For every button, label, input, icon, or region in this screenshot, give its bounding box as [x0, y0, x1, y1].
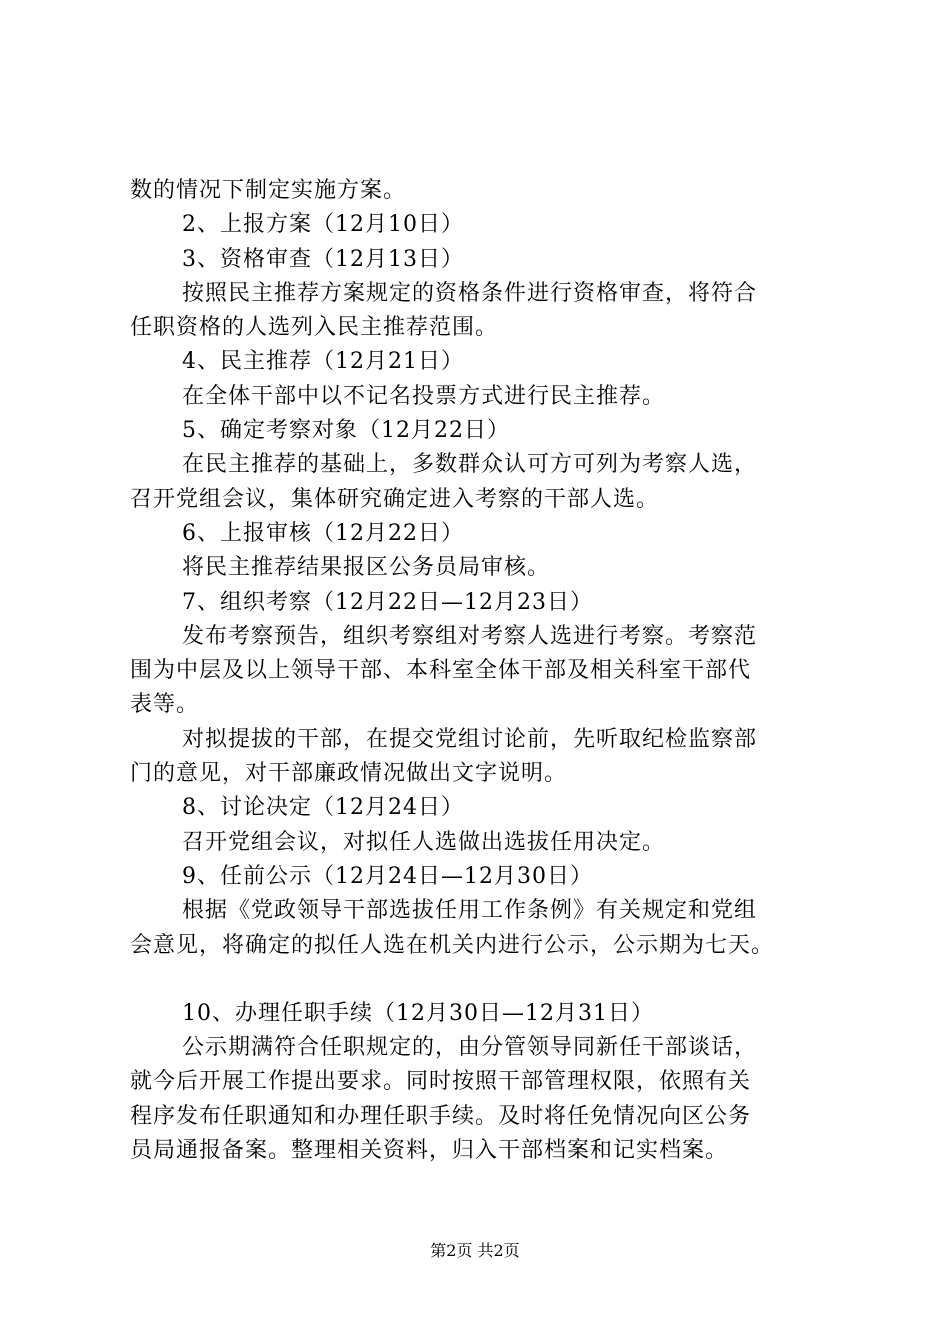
text-line: 对拟提拔的干部，在提交党组讨论前，先听取纪检监察部 — [182, 726, 758, 752]
text-line: 召开党组会议，对拟任人选做出选拔任用决定。 — [182, 829, 666, 855]
text-line: 程序发布任职通知和办理任职手续。及时将任免情况向区公务 — [130, 1103, 752, 1129]
text-line: 发布考察预告，组织考察组对考察人选进行考察。考察范 — [182, 623, 758, 649]
text-line: 召开党组会议，集体研究确定进入考察的干部人选。 — [130, 486, 660, 512]
document-body — [130, 174, 855, 1168]
text-line: 员局通报备案。整理相关资料，归入干部档案和记实档案。 — [130, 1138, 729, 1164]
text-line: 8、讨论决定（12月24日） — [182, 795, 464, 821]
page-footer: 第2页 共2页 — [430, 1241, 520, 1260]
text-line: 按照民主推荐方案规定的资格条件进行资格审查，将符合 — [182, 280, 758, 306]
text-line: 2、上报方案（12月10日） — [182, 212, 464, 238]
text-line: 6、上报审核（12月22日） — [182, 520, 464, 546]
text-line: 公示期满符合任职规定的，由分管领导同新任干部谈话， — [182, 1035, 758, 1061]
text-line: 将民主推荐结果报区公务员局审核。 — [182, 555, 551, 581]
text-line: 表等。 — [130, 692, 200, 718]
text-line: 10、办理任职手续（12月30日—12月31日） — [182, 1000, 654, 1026]
text-line: 任职资格的人选列入民主推荐范围。 — [130, 315, 499, 341]
text-line: 数的情况下制定实施方案。 — [130, 178, 407, 203]
text-line: 就今后开展工作提出要求。同时按照干部管理权限，依照有关 — [130, 1069, 752, 1095]
paragraph-gap — [130, 963, 855, 997]
text-line: 9、任前公示（12月24日—12月30日） — [182, 863, 593, 889]
text-line: 在民主推荐的基础上，多数群众认可方可列为考察人选， — [182, 452, 758, 478]
text-line: 根据《党政领导干部选拔任用工作条例》有关规定和党组 — [182, 898, 758, 924]
text-line: 4、民主推荐（12月21日） — [182, 349, 464, 375]
text-line: 门的意见，对干部廉政情况做出文字说明。 — [130, 761, 568, 787]
text-line: 7、组织考察（12月22日—12月23日） — [182, 589, 593, 615]
text-line: 5、确定考察对象（12月22日） — [182, 418, 510, 444]
text-line: 围为中层及以上领导干部、本科室全体干部及相关科室干部代 — [130, 658, 752, 684]
text-line: 3、资格审查（12月13日） — [182, 246, 464, 272]
text-line: 会意见，将确定的拟任人选在机关内进行公示，公示期为七天。 — [130, 932, 775, 958]
text-line: 在全体干部中以不记名投票方式进行民主推荐。 — [182, 383, 666, 409]
